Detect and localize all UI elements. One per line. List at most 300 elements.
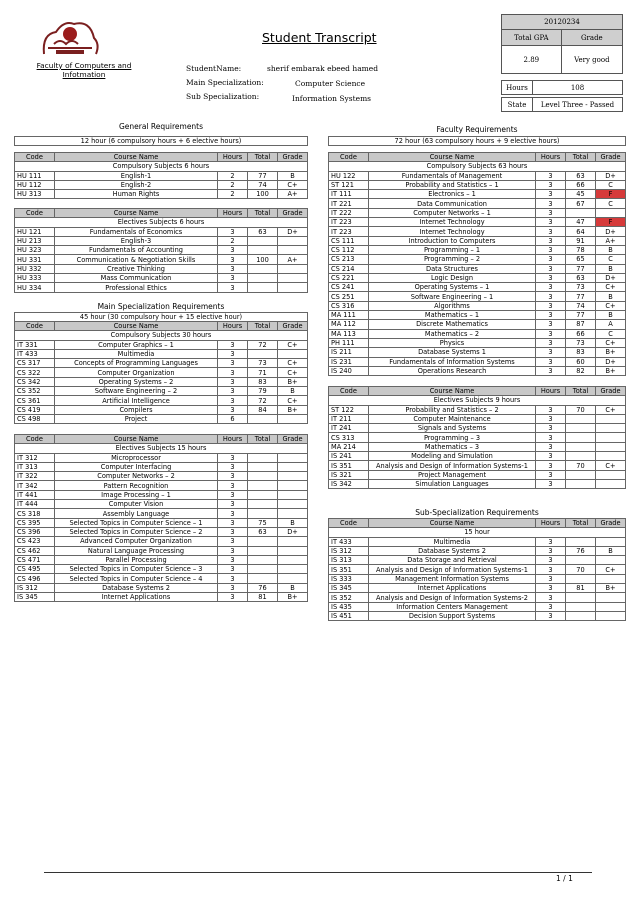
column-header: Hours	[536, 387, 566, 396]
table-row	[15, 481, 308, 490]
course-total: 73	[566, 283, 596, 292]
table-row	[15, 593, 308, 602]
course-grade: F	[596, 190, 626, 199]
course-total: 45	[566, 190, 596, 199]
table-row	[329, 218, 626, 227]
course-hours: 3	[536, 255, 566, 264]
course-name: Communication & Negotiation Skills	[55, 255, 218, 264]
table-row	[15, 405, 308, 414]
course-code: PH 111	[329, 338, 369, 347]
course-code: CS 317	[15, 359, 55, 368]
course-total	[248, 349, 278, 358]
course-hours: 3	[218, 246, 248, 255]
course-hours: 3	[218, 490, 248, 499]
course-grade	[278, 472, 308, 481]
faculty-req-title: Faculty Requirements	[436, 125, 518, 134]
column-header: Course Name	[55, 209, 218, 218]
column-header: Hours	[536, 153, 566, 162]
table-row	[15, 509, 308, 518]
course-hours: 3	[536, 470, 566, 479]
course-name: Fundamentals of Economics	[55, 227, 218, 236]
column-header: Hours	[218, 153, 248, 162]
table-row	[329, 283, 626, 292]
table-row	[15, 236, 308, 245]
course-total: 78	[566, 245, 596, 254]
course-code: IT 342	[15, 481, 55, 490]
column-header: Course Name	[55, 153, 218, 162]
column-header: Code	[15, 209, 55, 218]
table-row	[329, 366, 626, 375]
course-name: Computer Maintenance	[369, 414, 536, 423]
course-code: CS 342	[15, 377, 55, 386]
course-total: 63	[566, 273, 596, 282]
course-hours: 3	[218, 349, 248, 358]
course-hours: 3	[218, 583, 248, 592]
course-name: Software Engineering – 2	[55, 387, 218, 396]
main-spec: Computer Science	[295, 79, 366, 88]
course-grade: A	[596, 320, 626, 329]
course-hours: 3	[536, 190, 566, 199]
course-name: Assembly Language	[55, 509, 218, 518]
main-spec-label: Main Specialization:	[186, 78, 264, 87]
table-row	[329, 405, 626, 414]
column-header: Total	[248, 209, 278, 218]
course-grade	[278, 546, 308, 555]
column-header: Hours	[218, 322, 248, 331]
course-code: IS 240	[329, 366, 369, 375]
table-row	[329, 414, 626, 423]
course-name: Multimedia	[55, 349, 218, 358]
course-code: HU 323	[15, 246, 55, 255]
column-header: Course Name	[369, 153, 536, 162]
course-grade: D+	[278, 527, 308, 536]
course-total: 77	[566, 311, 596, 320]
course-hours: 3	[536, 584, 566, 593]
table-header	[15, 435, 308, 444]
table-row	[329, 171, 626, 180]
course-name: Fundamentals of Management	[369, 171, 536, 180]
course-name: Decision Support Systems	[369, 611, 536, 620]
course-total	[248, 555, 278, 564]
table-row	[15, 264, 308, 273]
course-hours: 3	[536, 301, 566, 310]
course-name: Discrete Mathematics	[369, 320, 536, 329]
course-code: CS 361	[15, 396, 55, 405]
course-total	[248, 490, 278, 499]
table-row	[15, 396, 308, 405]
table-row	[15, 453, 308, 462]
course-grade	[278, 246, 308, 255]
course-grade: C+	[596, 565, 626, 574]
course-grade: C+	[596, 461, 626, 470]
table-row	[15, 555, 308, 564]
course-total	[566, 442, 596, 451]
course-hours: 3	[536, 593, 566, 602]
course-name: Modeling and Simulation	[369, 452, 536, 461]
gpa-value: 2.89	[502, 46, 562, 74]
hours-box	[501, 80, 623, 95]
column-header: Code	[329, 519, 369, 528]
course-name: Microprocessor	[55, 453, 218, 462]
group-title: Compulsory Subjects 30 hours	[15, 331, 308, 340]
course-total: 100	[248, 255, 278, 264]
course-total: 83	[566, 348, 596, 357]
course-name: Mathematics – 2	[369, 329, 536, 338]
column-header: Grade	[278, 435, 308, 444]
course-total: 64	[566, 227, 596, 236]
course-total	[566, 433, 596, 442]
table-row	[15, 565, 308, 574]
course-name: Image Processing – 1	[55, 490, 218, 499]
course-grade	[596, 433, 626, 442]
course-total: 66	[566, 180, 596, 189]
group-title: Electives Subjects 6 hours	[15, 218, 308, 227]
table-row	[329, 180, 626, 189]
course-hours: 3	[218, 453, 248, 462]
course-code: IS 351	[329, 565, 369, 574]
table-row	[329, 292, 626, 301]
course-name: Programming – 2	[369, 255, 536, 264]
column-header: Course Name	[369, 387, 536, 396]
column-header: Hours	[536, 519, 566, 528]
faculty-electives-table	[328, 386, 626, 489]
course-grade: C+	[278, 396, 308, 405]
course-total	[566, 593, 596, 602]
course-total: 63	[566, 171, 596, 180]
column-header: Total	[566, 153, 596, 162]
course-hours: 3	[536, 264, 566, 273]
page-number: 1 / 1	[556, 874, 573, 883]
hours-label: Hours	[502, 81, 533, 95]
course-grade: D+	[596, 171, 626, 180]
table-row	[15, 274, 308, 283]
course-name: Introduction to Computers	[369, 236, 536, 245]
table-row	[15, 500, 308, 509]
course-name: Computer Networks – 1	[369, 208, 536, 217]
course-total	[248, 264, 278, 273]
course-hours: 3	[536, 273, 566, 282]
course-grade	[596, 452, 626, 461]
course-hours: 3	[218, 593, 248, 602]
course-code: IT 111	[329, 190, 369, 199]
course-name: Internet Technology	[369, 227, 536, 236]
course-name: Information Centers Management	[369, 602, 536, 611]
course-grade: A+	[596, 236, 626, 245]
course-hours: 3	[536, 452, 566, 461]
course-grade: A+	[278, 255, 308, 264]
course-grade	[278, 500, 308, 509]
course-code: CS 251	[329, 292, 369, 301]
table-row	[329, 338, 626, 347]
main-electives-table	[14, 434, 308, 602]
course-code: IT 211	[329, 414, 369, 423]
course-hours: 3	[218, 555, 248, 564]
course-hours: 3	[218, 527, 248, 536]
column-header: Grade	[596, 153, 626, 162]
course-name: Project Management	[369, 470, 536, 479]
course-hours: 3	[536, 546, 566, 555]
course-hours: 3	[218, 500, 248, 509]
course-code: CS 112	[329, 245, 369, 254]
column-header: Grade	[278, 322, 308, 331]
course-grade: B+	[596, 366, 626, 375]
course-name: Computer Organization	[55, 368, 218, 377]
course-name: Computer Vision	[55, 500, 218, 509]
grade-value: Very good	[561, 46, 622, 74]
table-row	[329, 424, 626, 433]
general-electives-table	[14, 208, 308, 293]
course-hours: 3	[536, 218, 566, 227]
course-grade: D+	[596, 357, 626, 366]
course-hours: 3	[536, 245, 566, 254]
course-name: Analysis and Design of Information Systems-1	[369, 461, 536, 470]
course-grade	[596, 479, 626, 488]
group-title-row	[329, 396, 626, 405]
course-name: Signals and Systems	[369, 424, 536, 433]
table-header	[329, 387, 626, 396]
course-code: IS 352	[329, 593, 369, 602]
course-hours: 3	[218, 405, 248, 414]
course-name: Operating Systems – 2	[55, 377, 218, 386]
course-name: Database Systems 2	[55, 583, 218, 592]
course-code: CS 318	[15, 509, 55, 518]
course-grade	[278, 274, 308, 283]
course-total: 73	[566, 338, 596, 347]
table-row	[329, 227, 626, 236]
course-grade: C	[596, 180, 626, 189]
course-name: Probability and Statistics – 2	[369, 405, 536, 414]
table-row	[329, 546, 626, 555]
table-row	[329, 556, 626, 565]
course-name: Software Engineering – 1	[369, 292, 536, 301]
faculty-name: Faculty of Computers and Infotmation	[36, 61, 132, 79]
course-hours: 3	[536, 537, 566, 546]
course-code: CS 313	[329, 433, 369, 442]
table-row	[329, 301, 626, 310]
course-hours: 3	[218, 574, 248, 583]
course-grade	[596, 593, 626, 602]
course-hours: 3	[536, 348, 566, 357]
course-code: CS 462	[15, 546, 55, 555]
course-hours: 2	[218, 171, 248, 180]
course-grade	[596, 611, 626, 620]
course-hours: 3	[218, 227, 248, 236]
course-hours: 3	[218, 546, 248, 555]
course-hours: 3	[536, 611, 566, 620]
course-hours: 3	[218, 565, 248, 574]
table-row	[15, 368, 308, 377]
course-hours: 3	[536, 574, 566, 583]
course-name: Programming – 1	[369, 245, 536, 254]
course-hours: 3	[536, 357, 566, 366]
course-code: HU 121	[15, 227, 55, 236]
course-grade: C+	[278, 340, 308, 349]
state-label: State	[502, 98, 533, 112]
table-row	[329, 329, 626, 338]
group-title-row	[15, 331, 308, 340]
course-code: IT 433	[329, 537, 369, 546]
course-total	[248, 500, 278, 509]
table-row	[329, 255, 626, 264]
column-header: Total	[248, 322, 278, 331]
course-total	[566, 208, 596, 217]
course-name: Creative Thinking	[55, 264, 218, 273]
table-row	[329, 602, 626, 611]
course-hours: 3	[536, 602, 566, 611]
course-total: 74	[566, 301, 596, 310]
course-total	[248, 565, 278, 574]
course-name: Probability and Statistics – 1	[369, 180, 536, 189]
course-name: Logic Design	[369, 273, 536, 282]
table-row	[15, 546, 308, 555]
table-row	[329, 357, 626, 366]
course-code: IS 351	[329, 461, 369, 470]
table-row	[329, 611, 626, 620]
course-code: IT 223	[329, 218, 369, 227]
course-code: ST 121	[329, 180, 369, 189]
sub-spec-table	[328, 518, 626, 621]
course-code: IT 223	[329, 227, 369, 236]
table-row	[329, 537, 626, 546]
gpa-label: Total GPA	[502, 30, 562, 46]
table-header	[329, 153, 626, 162]
course-grade	[278, 283, 308, 292]
table-header	[329, 519, 626, 528]
course-code: IT 221	[329, 199, 369, 208]
course-code: IT 312	[15, 453, 55, 462]
course-hours: 3	[218, 462, 248, 471]
course-hours: 3	[218, 509, 248, 518]
column-header: Grade	[596, 387, 626, 396]
course-hours: 3	[536, 180, 566, 189]
course-code: HU 332	[15, 264, 55, 273]
course-hours: 3	[218, 518, 248, 527]
course-total	[566, 470, 596, 479]
table-header	[15, 322, 308, 331]
course-code: CS 395	[15, 518, 55, 527]
course-grade: B	[278, 387, 308, 396]
course-total: 72	[248, 396, 278, 405]
course-name: Fundamentals of Information Systems	[369, 357, 536, 366]
table-header	[15, 153, 308, 162]
group-title-row	[329, 162, 626, 171]
course-total: 76	[566, 546, 596, 555]
column-header: Hours	[218, 435, 248, 444]
course-hours: 3	[536, 320, 566, 329]
course-hours: 2	[218, 190, 248, 199]
course-code: IS 231	[329, 357, 369, 366]
table-row	[15, 537, 308, 546]
course-grade: B	[596, 546, 626, 555]
course-grade: B+	[596, 584, 626, 593]
course-grade: B	[278, 583, 308, 592]
course-code: IT 241	[329, 424, 369, 433]
course-grade	[596, 414, 626, 423]
course-code: CS 352	[15, 387, 55, 396]
course-total: 67	[566, 199, 596, 208]
course-name: Analysis and Design of Information Systems-1	[369, 565, 536, 574]
course-grade	[278, 453, 308, 462]
table-row	[329, 461, 626, 470]
course-code: CS 322	[15, 368, 55, 377]
course-total: 74	[248, 180, 278, 189]
course-grade	[278, 236, 308, 245]
course-name: Selected Topics in Computer Science – 4	[55, 574, 218, 583]
table-row	[15, 490, 308, 499]
table-row	[329, 452, 626, 461]
course-grade: F	[596, 218, 626, 227]
course-grade: B	[596, 311, 626, 320]
group-title-row	[15, 162, 308, 171]
course-grade: C+	[596, 301, 626, 310]
course-total: 79	[248, 387, 278, 396]
course-code: CS 496	[15, 574, 55, 583]
table-row	[329, 311, 626, 320]
course-grade: B	[278, 171, 308, 180]
table-row	[15, 246, 308, 255]
course-total: 65	[566, 255, 596, 264]
course-total: 75	[248, 518, 278, 527]
course-hours: 3	[536, 199, 566, 208]
table-row	[15, 518, 308, 527]
state-box	[501, 97, 623, 112]
course-grade: B	[278, 518, 308, 527]
course-hours: 3	[536, 236, 566, 245]
course-code: IS 345	[329, 584, 369, 593]
column-header: Course Name	[369, 519, 536, 528]
course-name: Mathematics – 3	[369, 442, 536, 451]
course-code: IS 451	[329, 611, 369, 620]
summary-box	[501, 14, 623, 74]
course-total: 63	[248, 527, 278, 536]
course-grade: B	[596, 292, 626, 301]
course-grade: D+	[278, 227, 308, 236]
course-grade: B+	[278, 405, 308, 414]
course-code: HU 213	[15, 236, 55, 245]
course-grade	[278, 555, 308, 564]
sub-spec-title: Sub-Specialization Requirements	[415, 508, 539, 517]
course-total	[248, 274, 278, 283]
table-row	[329, 264, 626, 273]
course-hours: 3	[536, 329, 566, 338]
column-header: Code	[15, 322, 55, 331]
course-hours: 3	[218, 387, 248, 396]
group-title: 15 hour	[329, 528, 626, 537]
course-name: Simulation Languages	[369, 479, 536, 488]
course-hours: 3	[536, 208, 566, 217]
course-name: Database Systems 2	[369, 546, 536, 555]
course-grade: C+	[278, 180, 308, 189]
course-code: CS 111	[329, 236, 369, 245]
course-name: Data Storage and Retrieval	[369, 556, 536, 565]
course-name: Mass Communication	[55, 274, 218, 283]
course-hours: 3	[218, 340, 248, 349]
table-row	[329, 190, 626, 199]
course-hours: 3	[218, 377, 248, 386]
student-id: 20120234	[502, 15, 623, 30]
course-hours: 3	[536, 414, 566, 423]
table-row	[329, 593, 626, 602]
table-row	[15, 171, 308, 180]
course-grade: C	[596, 255, 626, 264]
table-row	[15, 472, 308, 481]
course-grade: C	[596, 329, 626, 338]
column-header: Code	[329, 387, 369, 396]
course-hours: 3	[536, 292, 566, 301]
course-code: IS 333	[329, 574, 369, 583]
course-code: MA 111	[329, 311, 369, 320]
course-code: CS 495	[15, 565, 55, 574]
